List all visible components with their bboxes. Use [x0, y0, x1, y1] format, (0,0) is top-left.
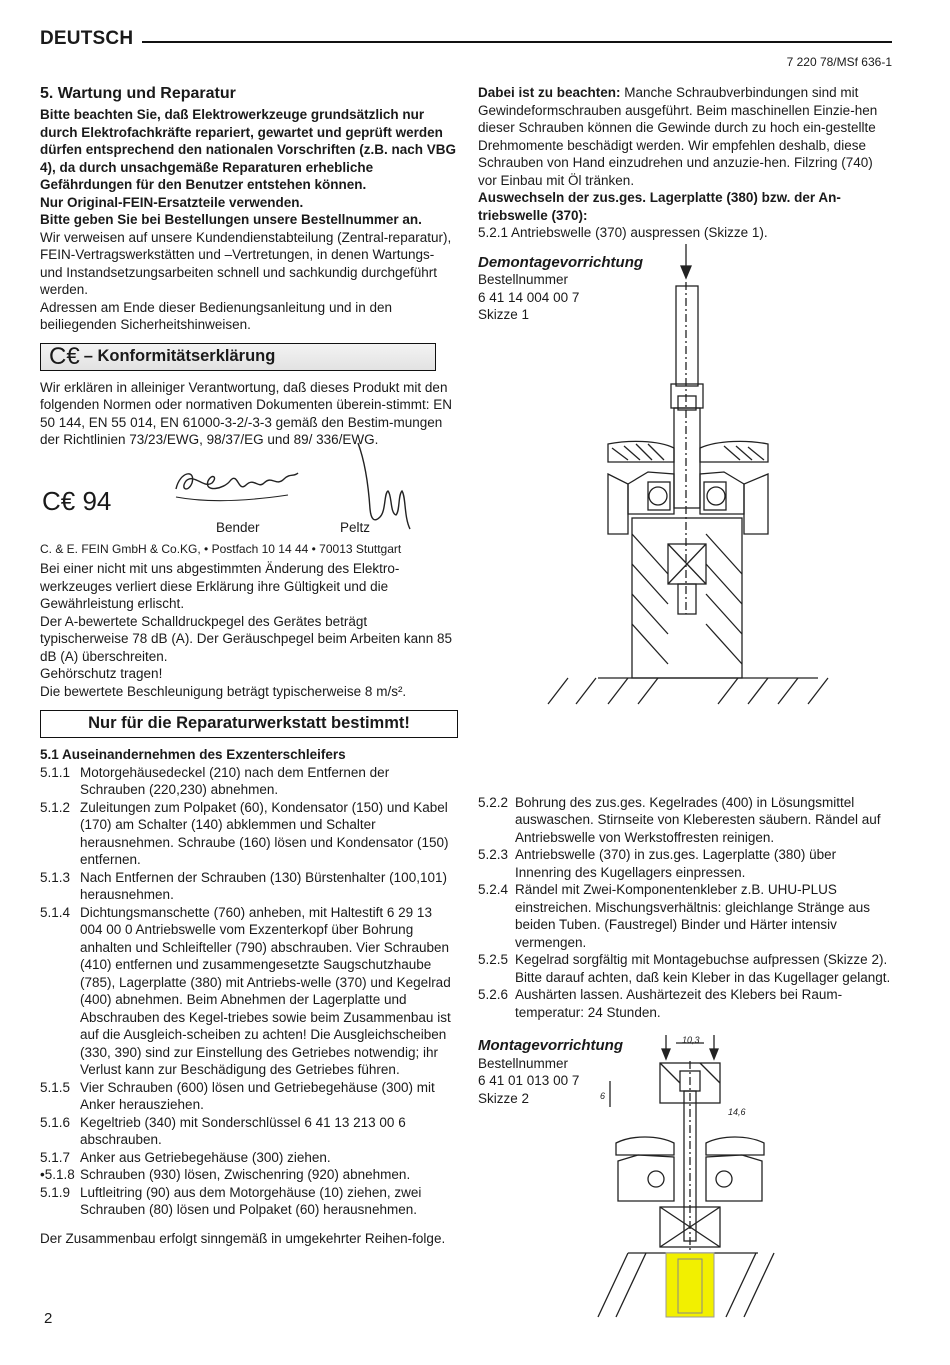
header-rule	[142, 41, 892, 43]
ear-protection-text: Gehörschutz tragen!	[40, 666, 163, 681]
order-notice: Bitte geben Sie bei Bestellungen unsere Bestellnummer an.	[40, 212, 422, 227]
section-title: 5. Wartung und Reparatur	[40, 85, 236, 102]
step-text: Antriebswelle (370) in zus.ges. Lagerplatte (380) über Innenring des Kugellagers einpressen.	[515, 847, 837, 880]
signature-block	[40, 455, 458, 537]
step-number: 5.2.4	[478, 882, 509, 897]
step-item	[478, 881, 893, 951]
step-number: 5.1.2	[40, 799, 71, 815]
assembly-tool-drawing-icon	[588, 1031, 888, 1321]
figure-2-title: Montagevorrichtung	[478, 1037, 623, 1054]
step-item	[40, 1166, 458, 1184]
figure-1-title: Demontagevorrichtung	[478, 253, 644, 271]
conformity-title: – Konformitätserklärung	[83, 346, 276, 365]
step-text: Kegelrad sorgfältig mit Montagebuchse aufpressen (Skizze 2). Bitte darauf achten, daß kein Kleber in das Kugellager gelangt.	[515, 952, 891, 985]
step-number: 5.1.6	[40, 1114, 71, 1130]
highlighted-bushing	[666, 1253, 714, 1317]
step-number: 5.2.6	[478, 987, 509, 1002]
ce-year-mark: C€ 94	[42, 485, 112, 516]
step-5-2-1: 5.2.1 Antriebswelle (370) auspressen (Skizze 1).	[478, 225, 768, 240]
step-text: Luftleitring (90) aus dem Motorgehäuse (10) ziehen, zwei Schrauben (80) lösen und Polpaket (60) herausnehmen.	[80, 1184, 422, 1217]
step-number: 5.1.5	[40, 1079, 71, 1095]
noise-level-text: Der A-bewertete Schalldruckpegel des Gerätes beträgt typischerweise 78 dB (A). Der Geräuschpegel beim Arbeiten kann 85 dB (A) überschreiten.	[40, 613, 452, 664]
step-number: 5.1.3	[40, 869, 71, 885]
figure-1-order-number: 6 41 14 004 00 7	[478, 289, 580, 305]
exchange-title: Auswechseln der zus.ges. Lagerplatte (380) bzw. der An-triebswelle (370):	[478, 190, 841, 223]
dimension-3: 6	[600, 1091, 606, 1101]
assembly-note: Der Zusammenbau erfolgt sinngemäß in umgekehrter Reihen-folge.	[40, 1230, 446, 1246]
safety-notice: Bitte beachten Sie, daß Elektrowerkzeuge grundsätzlich nur durch Elektrofachkräfte repariert, gewartet und geprüft werden dürfen entsprechend den nationalen Vorschriften (z.B. nach VBG 4), da durch unsachgemäße Reparaturen erhebliche Gefährdungen für den Benutzer entstehen können.	[40, 107, 457, 192]
step-item	[478, 986, 893, 1021]
repair-shop-box	[40, 710, 458, 738]
figure-1-order-label: Bestellnummer	[478, 272, 569, 287]
bender-signature-icon	[168, 459, 308, 509]
assembly-steps	[478, 794, 893, 1022]
figure-2-sketch-label: Skizze 2	[478, 1090, 530, 1106]
step-item	[40, 1149, 458, 1167]
section-language-label: DEUTSCH	[40, 28, 134, 49]
figure-2-area	[478, 1037, 893, 1337]
step-text: Motorgehäusedeckel (210) nach dem Entfernen der Schrauben (220,230) abnehmen.	[80, 764, 390, 797]
signer-peltz: Peltz	[340, 519, 371, 535]
step-item	[40, 1079, 458, 1114]
step-item	[40, 904, 458, 1079]
dimension-2: 14,6	[728, 1107, 746, 1117]
disassembly-steps	[40, 764, 458, 1219]
screw-note	[478, 84, 893, 189]
step-text: Schrauben (930) lösen, Zwischenring (920) abnehmen.	[80, 1167, 411, 1182]
page-number: 2	[44, 1310, 53, 1327]
step-number: •5.1.8	[40, 1167, 75, 1182]
step-number: 5.1.7	[40, 1149, 71, 1165]
repair-shop-title: Nur für die Reparaturwerkstatt bestimmt!	[88, 714, 410, 733]
figure-2-order-number: 6 41 01 013 00 7	[478, 1073, 580, 1088]
step-number: 5.1.1	[40, 764, 71, 780]
step-item	[40, 799, 458, 869]
step-text: Dichtungsmanschette (760) anheben, mit Haltestift 6 29 13 004 00 0 Antriebswelle vom Exzenterkopf über Bohrung anhalten und Schleifteller (790) abschrauben. Vier Schrauben (410) entfernen und zusammengesetzte Saugschutzhaube (785), Lagerplatte (380) mit Antriebs-welle (370) und Kegelrad (400) abnehmen. Beim Abnehmen der Lagerplatte und Abschrauben des Kegel-triebes sowie beim Zusammenbau ist auf die Ausgleich-scheiben zu achten! Die Ausgleichscheiben (330, 390) sind zur Einstellung des Getriebes notwendig; ihr Verlust kann zur Beschädigung des Getriebes führen.	[80, 904, 451, 1077]
step-text: Zuleitungen zum Polpaket (60), Kondensator (150) und Kabel (170) am Schalter (140) abklemmen und Schalter herausnehmen. Schraube (160) lösen und Kondensator (150) entfernen.	[80, 799, 449, 867]
step-number: 5.1.9	[40, 1184, 71, 1200]
disassembly-tool-drawing-icon	[528, 244, 888, 774]
figure-1-area	[478, 254, 893, 794]
step-item	[40, 1184, 458, 1219]
step-number: 5.2.3	[478, 847, 509, 862]
right-column	[478, 84, 893, 1337]
step-text: Vier Schrauben (600) lösen und Getriebegehäuse (300) mit Anker herausziehen.	[80, 1079, 435, 1112]
service-reference: Wir verweisen auf unsere Kundendienstabteilung (Zentral-reparatur), FEIN-Vertragswerkstätten und –Vertretungen, in denen Wartungs- und Instandsetzungsarbeiten schnell und sachkundig durchgeführt werden.	[40, 229, 452, 297]
step-item	[40, 764, 458, 799]
step-number: 5.2.5	[478, 952, 509, 967]
screw-note-text: Manche Schraubverbindungen sind mit Gewindeformschrauben ausgeführt. Beim maschinellen Einzie-hen dieser Schrauben können die Gewinde durch zu hoch ein-gestellte Drehmomente beschädigt werden. Wir empfehlen deshalb, diese Schrauben von Hand einzudrehen und anzuzie-hen. Filzring (740) vor Einbau mit Öl tränken.	[478, 85, 878, 188]
conformity-text: Wir erklären in alleiniger Verantwortung, daß dieses Produkt mit den folgenden Normen oder normativen Dokumenten überein-stimmt: EN 50 144, EN 55 014, EN 61000-3-2/-3-3 gemäß den Bestim-mungen der Richtlinien 73/23/EWG, 98/37/EG und 89/ 336/EWG.	[40, 379, 452, 447]
disassembly-title: 5.1 Auseinandernehmen des Exzenterschleifers	[40, 747, 346, 762]
step-number: 5.1.4	[40, 904, 71, 920]
step-item	[478, 846, 893, 881]
step-item	[478, 951, 893, 986]
figure-2-order-label: Bestellnummer	[478, 1055, 569, 1071]
step-text: Nach Entfernen der Schrauben (130) Bürstenhalter (100,101) herausnehmen.	[80, 869, 447, 902]
ce-mark-icon: C€	[49, 342, 80, 370]
step-text: Rändel mit Zwei-Komponentenkleber z.B. UHU-PLUS einstreichen. Mischungsverhältnis: gleichlange Stränge aus beiden Tuben. (Faustregel) Binder und Härter intensiv vermengen.	[515, 882, 870, 950]
figure-1-sketch-label: Skizze 1	[478, 307, 530, 322]
original-parts-notice: Nur Original-FEIN-Ersatzteile verwenden.	[40, 194, 304, 210]
step-text: Anker aus Getriebegehäuse (300) ziehen.	[80, 1149, 331, 1165]
step-item	[478, 794, 893, 847]
conformity-box	[40, 343, 436, 371]
signer-bender: Bender	[216, 519, 260, 535]
dimension-1: 10,3	[682, 1035, 700, 1045]
step-item	[40, 869, 458, 904]
screw-note-lead: Dabei ist zu beachten:	[478, 85, 621, 100]
step-text: Bohrung des zus.ges. Kegelrades (400) in Lösungsmittel auswaschen. Stirnseite von Kleberesten säubern. Rändel auf Antriebswelle von Werkstoffresten reinigen.	[515, 794, 881, 845]
modification-notice: Bei einer nicht mit uns abgestimmten Änderung des Elektro-werkzeuges verliert diese Erklärung ihre Gültigkeit und die Gewährleistung erlischt.	[40, 561, 400, 611]
step-number: 5.2.2	[478, 794, 509, 810]
company-address: C. & E. FEIN GmbH & Co.KG, • Postfach 10 14 44 • 70013 Stuttgart	[40, 541, 402, 556]
step-text: Kegeltrieb (340) mit Sonderschlüssel 6 41 13 213 00 6 abschrauben.	[80, 1114, 406, 1147]
left-column	[40, 84, 458, 1247]
vibration-text: Die bewertete Beschleunigung beträgt typischerweise 8 m/s².	[40, 683, 407, 699]
step-text: Aushärten lassen. Aushärtezeit des Klebers bei Raum-temperatur: 24 Stunden.	[515, 987, 843, 1020]
document-number: 7 220 78/MSf 636-1	[786, 55, 892, 69]
address-reference: Adressen am Ende dieser Bedienungsanleitung und in den beiliegenden Sicherheitshinweisen.	[40, 299, 393, 332]
step-item	[40, 1114, 458, 1149]
